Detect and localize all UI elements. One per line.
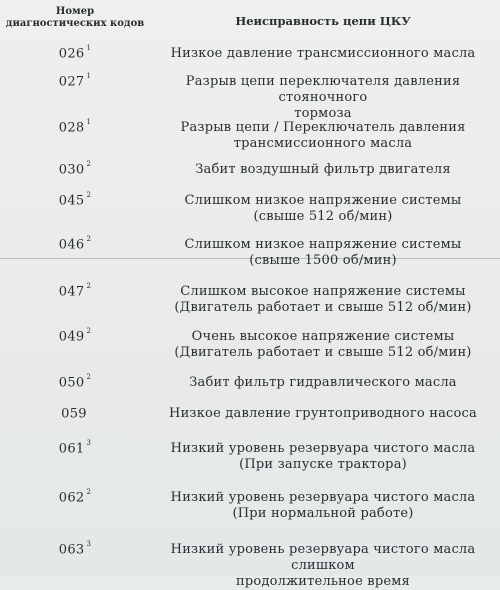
description-line1: Низкое давление трансмиссионного масла xyxy=(170,46,476,61)
footnote-marker: 1 xyxy=(86,118,92,126)
description-line2: (Двигатель работает и свыше 512 об/мин) xyxy=(174,345,472,360)
description-line1: Слишком низкое напряжение системы xyxy=(184,237,462,252)
description-line1: Низкий уровень резервуара чистого масла xyxy=(170,490,476,505)
footnote-marker: 2 xyxy=(86,235,92,243)
fault-description xyxy=(158,375,488,391)
diagnostic-code xyxy=(0,46,150,61)
fault-description xyxy=(158,162,488,178)
diagnostic-code xyxy=(0,406,150,421)
fault-description xyxy=(158,406,488,422)
description-line1: Забит фильтр гидравлического масла xyxy=(189,375,457,390)
description-line1: Разрыв цепи переключателя давления стояночного xyxy=(185,74,461,105)
diagnostic-code xyxy=(0,120,150,135)
description-line2: (При запуске трактора) xyxy=(239,457,407,472)
description-line1: Очень высокое напряжение системы xyxy=(191,329,455,344)
code-number: 028 xyxy=(58,120,85,136)
fault-description xyxy=(158,237,488,269)
description-line2: (свыше 512 об/мин) xyxy=(253,209,393,224)
description-line2: тормоза xyxy=(294,106,352,121)
code-number: 027 xyxy=(58,74,85,90)
footnote-marker: 1 xyxy=(86,44,92,52)
diagnostic-code xyxy=(0,441,150,456)
fault-description xyxy=(158,193,488,225)
diagnostic-code xyxy=(0,542,150,557)
fault-description xyxy=(158,329,488,361)
description-line2: трансмиссионного масла xyxy=(233,136,413,151)
code-header-line2: диагностических кодов xyxy=(5,18,145,29)
code-number: 062 xyxy=(58,490,85,506)
description-line1: Забит воздушный фильтр двигателя xyxy=(195,162,451,177)
fault-description xyxy=(158,542,488,590)
footnote-marker: 2 xyxy=(86,373,92,381)
code-number: 047 xyxy=(58,284,85,300)
fault-description xyxy=(158,441,488,473)
footnote-marker: 3 xyxy=(86,540,92,548)
footnote-marker: 3 xyxy=(86,439,92,447)
description-line1: Разрыв цепи / Переключатель давления xyxy=(180,120,466,135)
description-line2: (При нормальной работе) xyxy=(232,506,414,521)
code-number: 026 xyxy=(58,46,85,62)
description-line2: продолжительное время xyxy=(236,574,410,589)
footnote-marker: 2 xyxy=(86,327,92,335)
code-number: 050 xyxy=(58,375,85,391)
diagnostic-code xyxy=(0,375,150,390)
diagnostic-code xyxy=(0,284,150,299)
footnote-marker: 2 xyxy=(86,160,92,168)
code-number: 030 xyxy=(58,162,85,178)
code-number: 059 xyxy=(61,406,87,422)
diagnostic-code xyxy=(0,237,150,252)
code-number: 046 xyxy=(58,237,85,253)
code-number: 061 xyxy=(58,441,85,457)
description-line2: (Двигатель работает и свыше 512 об/мин) xyxy=(174,300,472,315)
footnote-marker: 2 xyxy=(86,282,92,290)
description-line1: Низкий уровень резервуара чистого масла слишком xyxy=(170,542,476,573)
fault-description xyxy=(158,490,488,522)
description-line1: Низкое давление грунтоприводного насоса xyxy=(169,406,477,421)
description-line2: (свыше 1500 об/мин) xyxy=(249,253,397,268)
diagnostic-code xyxy=(0,193,150,208)
fault-description xyxy=(158,284,488,316)
footnote-marker: 2 xyxy=(86,488,92,496)
code-number: 063 xyxy=(58,542,85,558)
fault-description xyxy=(158,120,488,152)
diagnostic-code xyxy=(0,74,150,89)
code-number: 049 xyxy=(58,329,85,345)
fault-column-header: Неисправность цепи ЦКУ xyxy=(235,14,411,28)
diagnostic-code xyxy=(0,490,150,505)
fault-description xyxy=(158,46,488,62)
code-number: 045 xyxy=(58,193,85,209)
footnote-marker: 2 xyxy=(86,191,92,199)
description-line1: Слишком низкое напряжение системы xyxy=(184,193,462,208)
diagnostic-code xyxy=(0,329,150,344)
footnote-marker: 1 xyxy=(86,72,92,80)
code-header-line1: Номер xyxy=(55,6,95,17)
fault-description xyxy=(158,74,488,122)
description-line1: Низкий уровень резервуара чистого масла xyxy=(170,441,476,456)
diagnostic-code xyxy=(0,162,150,177)
code-column-header xyxy=(0,6,150,30)
description-line1: Слишком высокое напряжение системы xyxy=(180,284,466,299)
